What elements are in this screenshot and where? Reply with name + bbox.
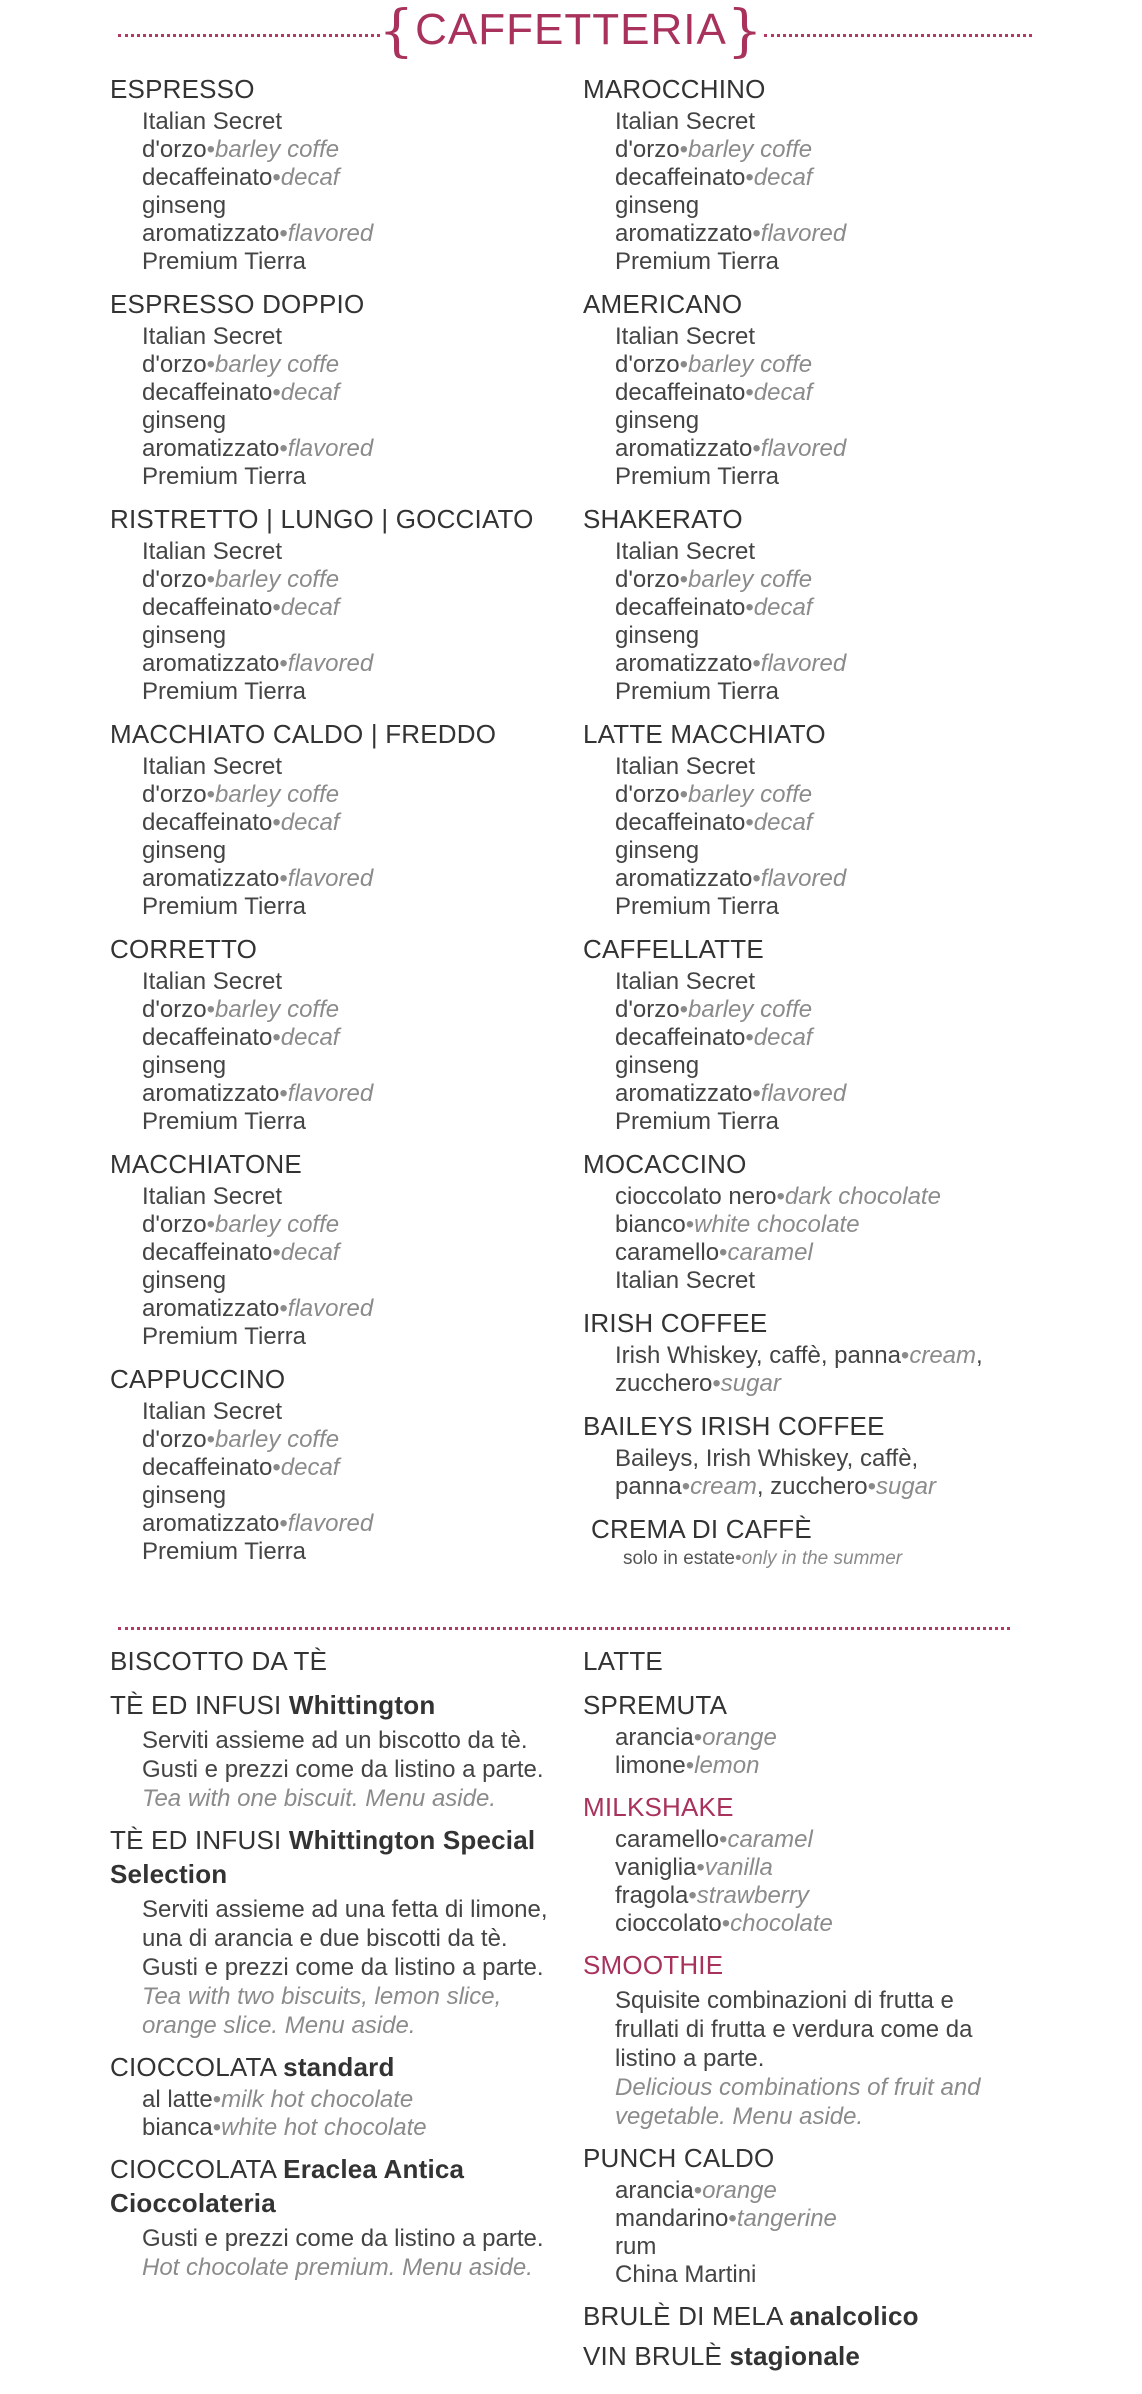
menu-item: Premium Tierra bbox=[615, 463, 780, 490]
section-heading: PUNCH CALDO bbox=[583, 2143, 775, 2173]
menu-item: Premium Tierra bbox=[142, 678, 307, 705]
menu-item: aromatizzato•flavored bbox=[142, 435, 374, 462]
section-heading: ESPRESSO bbox=[110, 74, 255, 104]
item-list bbox=[110, 968, 550, 1136]
menu-item: Premium Tierra bbox=[142, 893, 307, 920]
menu-item: ginseng bbox=[142, 622, 227, 649]
menu-section-smoothie bbox=[583, 1948, 1023, 2131]
menu-item: decaffeinato•decaf bbox=[142, 379, 340, 406]
menu-item: ginseng bbox=[142, 1267, 227, 1294]
menu-item: bianca•white hot chocolate bbox=[142, 2114, 427, 2141]
menu-section bbox=[583, 932, 1023, 1136]
menu-item: arancia•orange bbox=[615, 2177, 777, 2204]
menu-item: Italian Secret bbox=[615, 108, 756, 135]
menu-item: decaffeinato•decaf bbox=[615, 379, 813, 406]
menu-item: ginseng bbox=[615, 837, 700, 864]
menu-item: Italian Secret bbox=[142, 108, 283, 135]
menu-item: ginseng bbox=[615, 407, 700, 434]
menu-item: decaffeinato•decaf bbox=[142, 809, 340, 836]
menu-item: decaffeinato•decaf bbox=[142, 594, 340, 621]
menu-item: Italian Secret bbox=[615, 323, 756, 350]
menu-item: fragola•strawberry bbox=[615, 1882, 809, 1909]
menu-item: aromatizzato•flavored bbox=[615, 435, 847, 462]
menu-section bbox=[110, 1362, 550, 1566]
menu-item: Italian Secret bbox=[615, 968, 756, 995]
section-heading: CORRETTO bbox=[110, 934, 258, 964]
section-heading: RISTRETTO | LUNGO | GOCCIATO bbox=[110, 504, 534, 534]
item-list bbox=[583, 1445, 1023, 1501]
menu-section bbox=[583, 502, 1023, 706]
menu-item: d'orzo•barley coffe bbox=[142, 781, 340, 808]
menu-item: aromatizzato•flavored bbox=[615, 865, 847, 892]
section-heading: SMOOTHIE bbox=[583, 1950, 724, 1980]
item-list bbox=[110, 108, 550, 276]
menu-item: d'orzo•barley coffe bbox=[615, 781, 813, 808]
menu-item: ginseng bbox=[142, 1052, 227, 1079]
menu-section bbox=[583, 72, 1023, 276]
menu-section-baileys bbox=[583, 1409, 1023, 1501]
menu-item: Premium Tierra bbox=[142, 1323, 307, 1350]
menu-item: bianco•white chocolate bbox=[615, 1211, 860, 1238]
menu-item: Premium Tierra bbox=[615, 678, 780, 705]
coffee-column-left bbox=[110, 72, 550, 1577]
menu-section-milkshake bbox=[583, 1790, 1023, 1938]
menu-section-crema bbox=[591, 1512, 1023, 1572]
description: Serviti assieme ad un biscotto da tè. Gusti e prezzi come da listino a parte. Tea with one biscuit. Menu aside. bbox=[142, 1727, 544, 1812]
section-heading: MILKSHAKE bbox=[583, 1792, 734, 1822]
ingredients-line: panna•cream, zucchero•sugar bbox=[615, 1473, 937, 1500]
menu-section-mocaccino bbox=[583, 1147, 1023, 1295]
menu-item: decaffeinato•decaf bbox=[615, 594, 813, 621]
section-heading: BISCOTTO DA TÈ bbox=[110, 1646, 328, 1676]
section-heading: CIOCCOLATA Eraclea Antica Cioccolateria bbox=[110, 2154, 465, 2218]
menu-section-punch bbox=[583, 2141, 1023, 2289]
menu-item: Premium Tierra bbox=[142, 463, 307, 490]
menu-item: aromatizzato•flavored bbox=[142, 1510, 374, 1537]
item-list bbox=[110, 538, 550, 706]
menu-item: Italian Secret bbox=[142, 1398, 283, 1425]
menu-item: decaffeinato•decaf bbox=[615, 809, 813, 836]
menu-item: ginseng bbox=[142, 192, 227, 219]
menu-item: Premium Tierra bbox=[142, 1108, 307, 1135]
coffee-column-right bbox=[583, 72, 1023, 1583]
menu-item: Italian Secret bbox=[615, 1267, 756, 1294]
menu-item: al latte•milk hot chocolate bbox=[142, 2086, 414, 2113]
menu-section-cioccolata-standard bbox=[110, 2050, 550, 2142]
menu-item: d'orzo•barley coffe bbox=[615, 566, 813, 593]
item-list bbox=[583, 1342, 1023, 1398]
menu-item: Italian Secret bbox=[142, 538, 283, 565]
drinks-column-left bbox=[110, 1644, 550, 2292]
menu-item: rum bbox=[615, 2233, 657, 2260]
menu-section-te-special bbox=[110, 1823, 550, 2040]
menu-item: decaffeinato•decaf bbox=[615, 164, 813, 191]
menu-item: Italian Secret bbox=[142, 323, 283, 350]
menu-section-vin-brule bbox=[583, 2339, 1023, 2373]
menu-item: caramello•caramel bbox=[615, 1826, 813, 1853]
menu-item: d'orzo•barley coffe bbox=[615, 136, 813, 163]
menu-item: arancia•orange bbox=[615, 1724, 777, 1751]
dotted-divider bbox=[118, 1627, 1010, 1630]
menu-item: China Martini bbox=[615, 2261, 757, 2288]
menu-item: ginseng bbox=[615, 1052, 700, 1079]
section-heading: AMERICANO bbox=[583, 289, 743, 319]
item-list bbox=[583, 538, 1023, 706]
item-list bbox=[583, 1724, 1023, 1780]
menu-item: mandarino•tangerine bbox=[615, 2205, 837, 2232]
menu-section bbox=[110, 72, 550, 276]
description: Serviti assieme ad una fetta di limone, una di arancia e due biscotti da tè. Gusti e prezzi come da listino a parte. Tea with two biscuits, lemon slice, orange slice. Menu aside. bbox=[142, 1896, 548, 2039]
menu-item: Italian Secret bbox=[615, 538, 756, 565]
section-heading: MACCHIATONE bbox=[110, 1149, 302, 1179]
menu-item: d'orzo•barley coffe bbox=[142, 1426, 340, 1453]
menu-item: cioccolato nero•dark chocolate bbox=[615, 1183, 941, 1210]
section-heading: SHAKERATO bbox=[583, 504, 743, 534]
menu-item: aromatizzato•flavored bbox=[142, 865, 374, 892]
ingredients-line: Baileys, Irish Whiskey, caffè, bbox=[615, 1445, 919, 1472]
menu-section bbox=[110, 717, 550, 921]
section-heading: CIOCCOLATA standard bbox=[110, 2052, 395, 2082]
item-list bbox=[110, 1398, 550, 1566]
menu-item: decaffeinato•decaf bbox=[142, 1239, 340, 1266]
menu-item: aromatizzato•flavored bbox=[142, 1080, 374, 1107]
section-heading: VIN BRULÈ stagionale bbox=[583, 2341, 861, 2371]
section-heading: ESPRESSO DOPPIO bbox=[110, 289, 365, 319]
item-list bbox=[583, 753, 1023, 921]
menu-item: aromatizzato•flavored bbox=[142, 220, 374, 247]
section-heading: MOCACCINO bbox=[583, 1149, 747, 1179]
menu-section bbox=[110, 287, 550, 491]
item-list bbox=[110, 1183, 550, 1351]
ingredients-line: Irish Whiskey, caffè, panna•cream, bbox=[615, 1342, 983, 1369]
menu-section-latte bbox=[583, 1644, 1023, 1678]
section-heading: CAPPUCCINO bbox=[110, 1364, 286, 1394]
menu-item: Premium Tierra bbox=[615, 893, 780, 920]
menu-item: decaffeinato•decaf bbox=[142, 164, 340, 191]
menu-item: limone•lemon bbox=[615, 1752, 760, 1779]
menu-item: cioccolato•chocolate bbox=[615, 1910, 833, 1937]
menu-item: Premium Tierra bbox=[615, 1108, 780, 1135]
item-list bbox=[583, 1183, 1023, 1295]
menu-section-spremuta bbox=[583, 1688, 1023, 1780]
menu-section-cioccolata-eraclea bbox=[110, 2152, 550, 2282]
menu-item: ginseng bbox=[615, 192, 700, 219]
menu-item: ginseng bbox=[142, 837, 227, 864]
menu-item: aromatizzato•flavored bbox=[142, 1295, 374, 1322]
menu-item: d'orzo•barley coffe bbox=[615, 996, 813, 1023]
item-list bbox=[583, 108, 1023, 276]
menu-item: Premium Tierra bbox=[615, 248, 780, 275]
menu-item: d'orzo•barley coffe bbox=[142, 136, 340, 163]
menu-item: Italian Secret bbox=[615, 753, 756, 780]
menu-item: ginseng bbox=[615, 622, 700, 649]
item-list bbox=[110, 323, 550, 491]
item-list bbox=[583, 1826, 1023, 1938]
menu-section bbox=[110, 502, 550, 706]
section-heading: MACCHIATO CALDO | FREDDO bbox=[110, 719, 497, 749]
menu-item: aromatizzato•flavored bbox=[142, 650, 374, 677]
menu-item: vaniglia•vanilla bbox=[615, 1854, 773, 1881]
menu-section bbox=[110, 932, 550, 1136]
section-heading: IRISH COFFEE bbox=[583, 1308, 768, 1338]
menu-item: d'orzo•barley coffe bbox=[615, 351, 813, 378]
menu-item: d'orzo•barley coffe bbox=[142, 996, 340, 1023]
item-list bbox=[110, 753, 550, 921]
section-heading: BRULÈ DI MELA analcolico bbox=[583, 2301, 919, 2331]
menu-item: Italian Secret bbox=[142, 1183, 283, 1210]
menu-item: aromatizzato•flavored bbox=[615, 1080, 847, 1107]
menu-section-irish-coffee bbox=[583, 1306, 1023, 1398]
item-list bbox=[583, 323, 1023, 491]
section-heading: TÈ ED INFUSI Whittington bbox=[110, 1690, 436, 1720]
section-heading: SPREMUTA bbox=[583, 1690, 728, 1720]
menu-item: ginseng bbox=[142, 407, 227, 434]
section-heading: MAROCCHINO bbox=[583, 74, 766, 104]
menu-item: decaffeinato•decaf bbox=[142, 1454, 340, 1481]
ingredients-line: zucchero•sugar bbox=[615, 1370, 781, 1397]
item-list bbox=[110, 2086, 550, 2142]
menu-item: Premium Tierra bbox=[142, 248, 307, 275]
menu-item: caramello•caramel bbox=[615, 1239, 813, 1266]
section-title: {CAFFETTERIA} bbox=[378, 0, 764, 64]
menu-item: decaffeinato•decaf bbox=[615, 1024, 813, 1051]
menu-section-brule-mela bbox=[583, 2299, 1023, 2333]
menu-section bbox=[583, 287, 1023, 491]
menu-item: aromatizzato•flavored bbox=[615, 650, 847, 677]
menu-item: d'orzo•barley coffe bbox=[142, 566, 340, 593]
section-heading: LATTE bbox=[583, 1646, 663, 1676]
menu-item: Italian Secret bbox=[142, 753, 283, 780]
description: Gusti e prezzi come da listino a parte. Hot chocolate premium. Menu aside. bbox=[142, 2225, 544, 2281]
menu-section bbox=[110, 1147, 550, 1351]
item-list bbox=[583, 968, 1023, 1136]
menu-section-biscotto bbox=[110, 1644, 550, 1678]
item-list bbox=[583, 2177, 1023, 2289]
drinks-column-right bbox=[583, 1644, 1023, 2383]
menu-item: aromatizzato•flavored bbox=[615, 220, 847, 247]
description: Squisite combinazioni di frutta e frullati di frutta e verdura come da listino a parte. Delicious combinations of fruit and vegetable. Menu aside. bbox=[615, 1987, 981, 2130]
menu-item: Premium Tierra bbox=[142, 1538, 307, 1565]
menu-section-te-whittington bbox=[110, 1688, 550, 1813]
availability-note: solo in estate•only in the summer bbox=[623, 1548, 903, 1569]
menu-item: ginseng bbox=[142, 1482, 227, 1509]
menu-section bbox=[583, 717, 1023, 921]
menu-item: Italian Secret bbox=[142, 968, 283, 995]
menu-item: decaffeinato•decaf bbox=[142, 1024, 340, 1051]
section-heading: CREMA DI CAFFÈ bbox=[591, 1514, 812, 1544]
section-heading: CAFFELLATTE bbox=[583, 934, 764, 964]
section-heading: TÈ ED INFUSI Whittington Special Selection bbox=[110, 1825, 536, 1889]
menu-item: d'orzo•barley coffe bbox=[142, 1211, 340, 1238]
section-heading: BAILEYS IRISH COFFEE bbox=[583, 1411, 885, 1441]
menu-item: d'orzo•barley coffe bbox=[142, 351, 340, 378]
section-heading: LATTE MACCHIATO bbox=[583, 719, 826, 749]
section-header bbox=[110, 0, 1032, 64]
